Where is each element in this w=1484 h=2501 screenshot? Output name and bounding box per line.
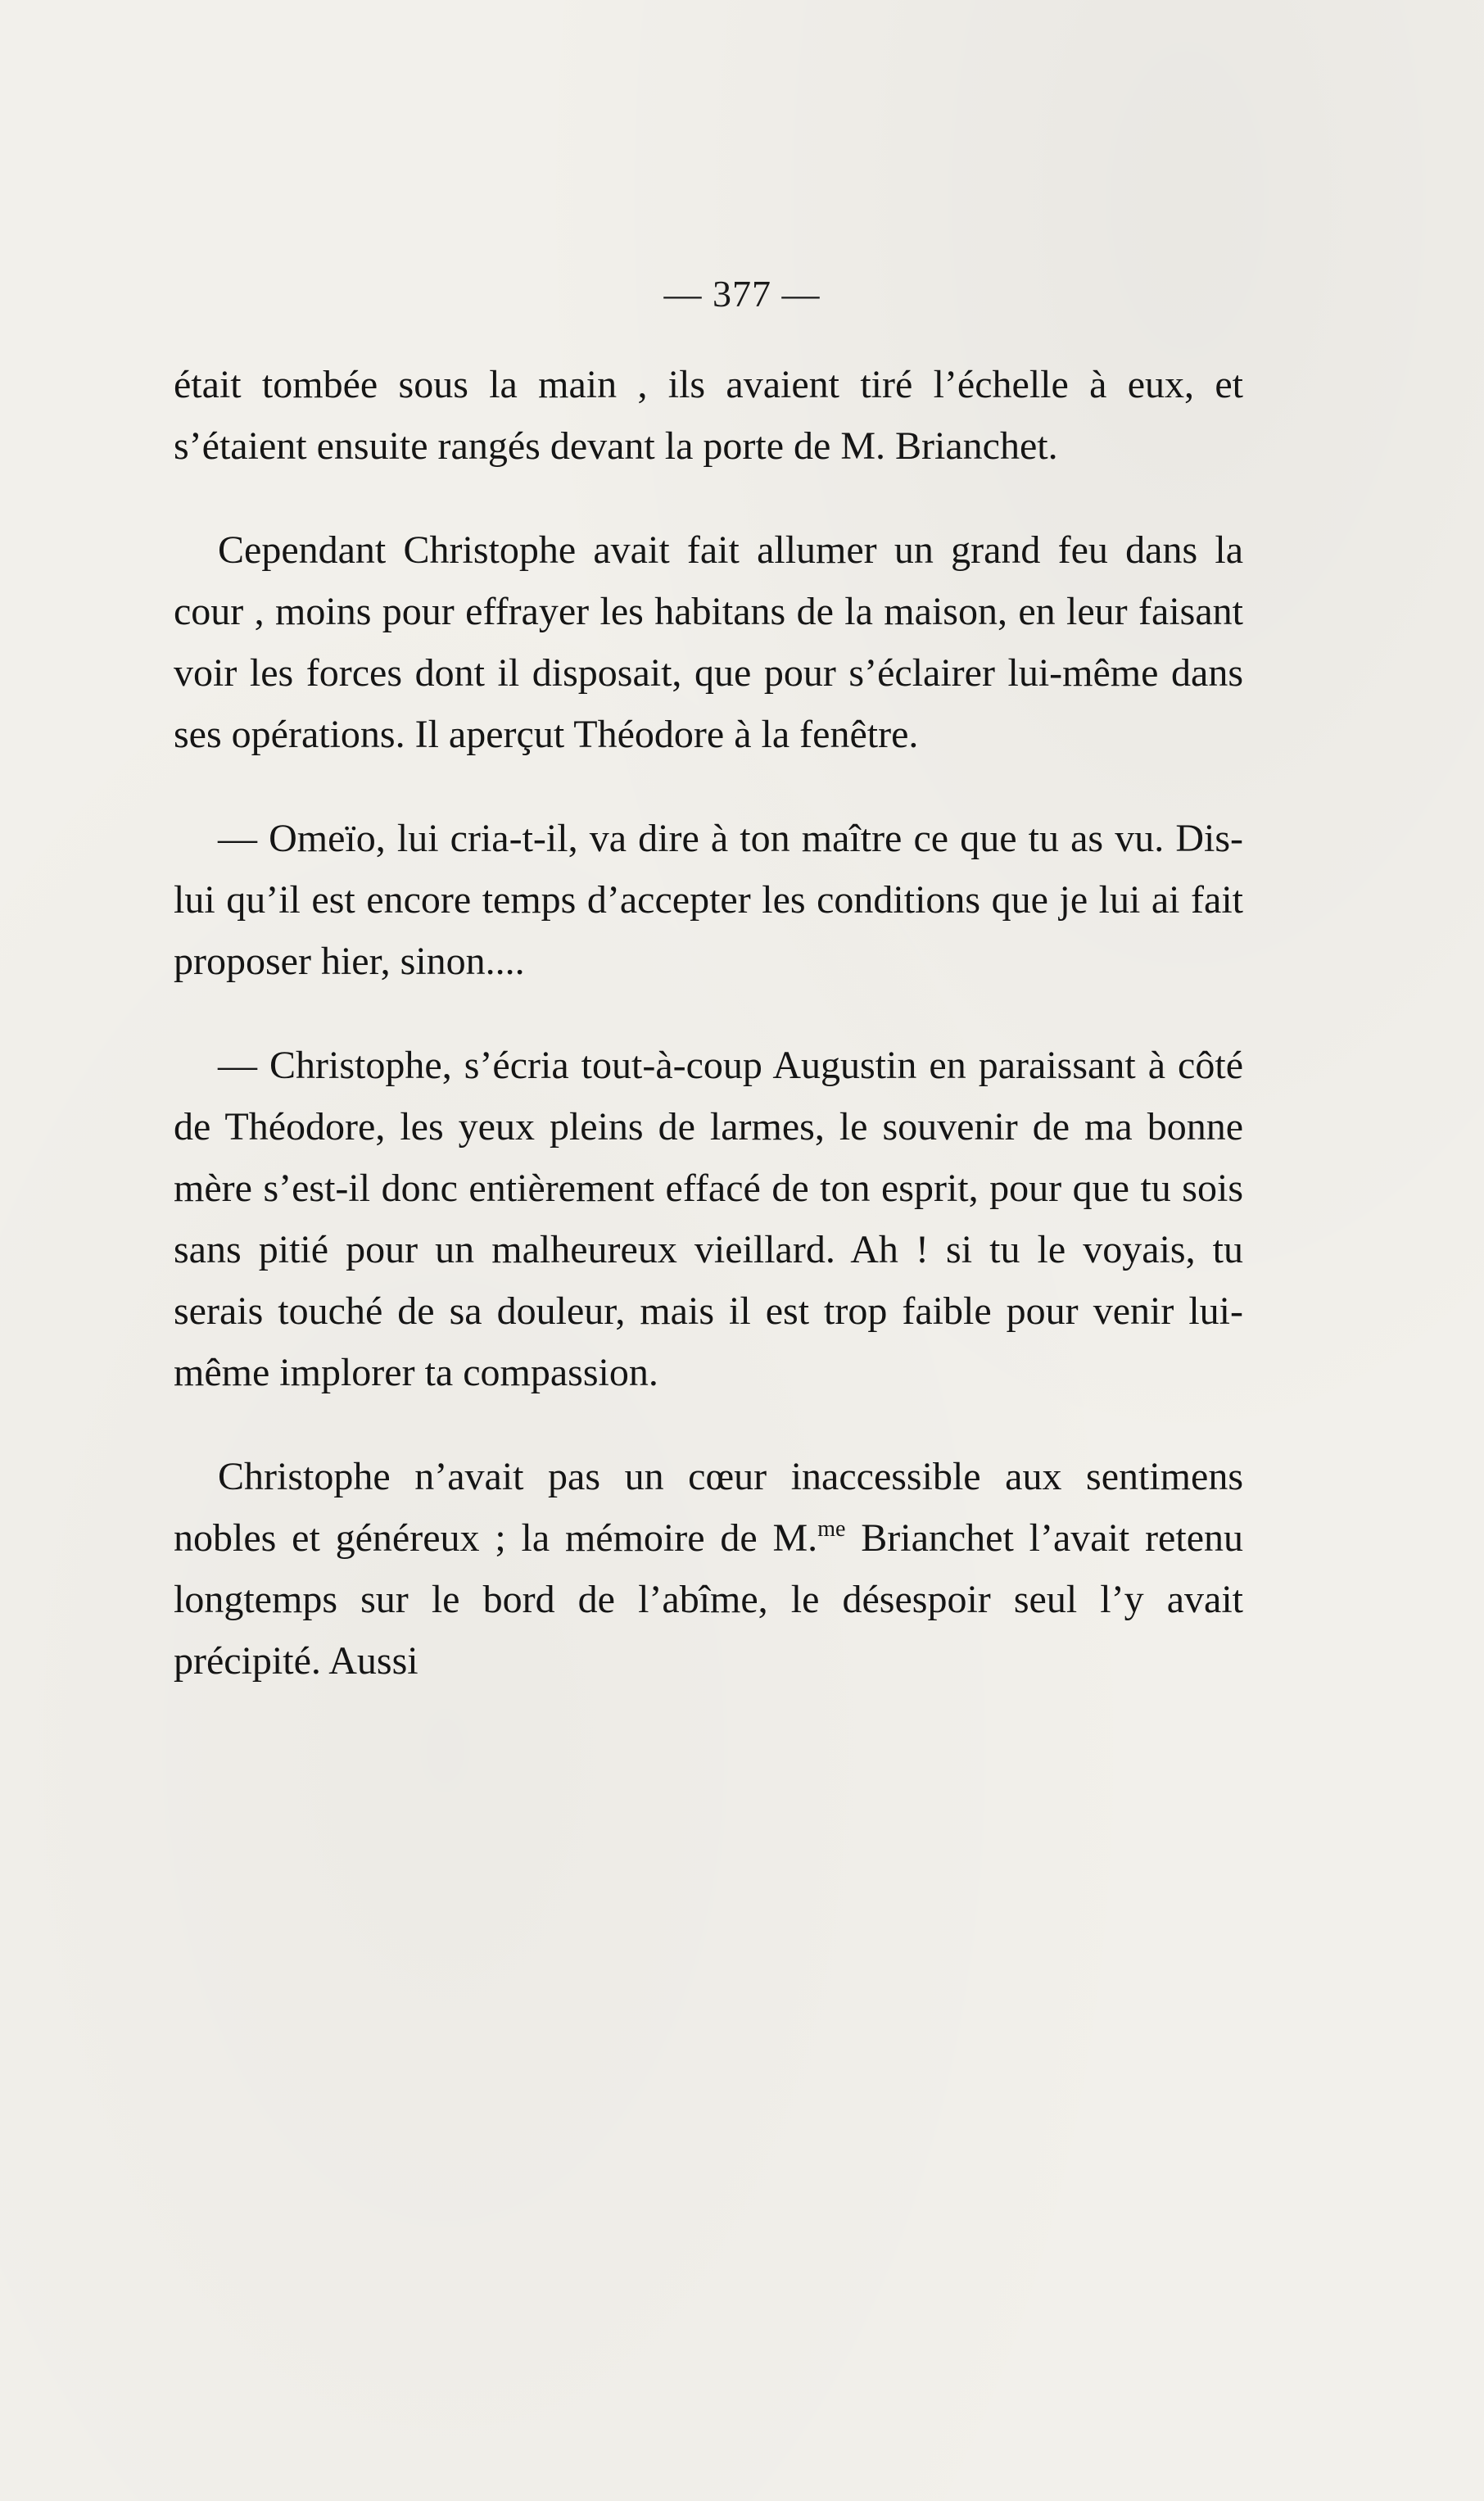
page-body <box>174 354 1243 1692</box>
paragraph-1: était tombée sous la main , ils avaient tiré l’échelle à eux, et s’étaient ensuite rangés devant la porte de M. Brianchet. <box>174 363 1243 468</box>
paragraph-5 <box>174 1446 1243 1692</box>
paragraph-4: — Christophe, s’écria tout-à-coup Augustin en paraissant à côté de Théodore, les yeux pleins de larmes, le souvenir de ma bonne mère s’est-il donc entièrement effacé de ton esprit, pour que tu sois sans pitié pour un malheureux vieillard. Ah ! si tu le voyais, tu serais touché de sa douleur, mais il est trop faible pour venir lui-même implorer ta compassion. <box>174 1044 1243 1394</box>
paragraph-2: Cependant Christophe avait fait allumer un grand feu dans la cour , moins pour effrayer les habitans de la maison, en leur faisant voir les forces dont il disposait, que pour s’éclairer lui-même dans ses opérations. Il aperçut Théodore à la fenêtre. <box>174 528 1243 756</box>
paragraph-5-end: Brianchet l’avait retenu longtemps sur le bord de l’abîme, le désespoir seul l’y avait précipité. Aussi <box>174 1516 1243 1683</box>
abbreviation-superscript: me <box>817 1516 846 1542</box>
paragraph-3: — Omeïo, lui cria-t-il, va dire à ton maître ce que tu as vu. Dis-lui qu’il est encore temps d’accepter les conditions que je lui ai fait proposer hier, sinon.... <box>174 817 1243 983</box>
page-number: — 377 — <box>663 273 821 315</box>
paragraph-5-start: Christophe n’avait pas un cœur inaccessible aux sentimens nobles et généreux ; la mémoire de M. <box>174 1455 1243 1560</box>
